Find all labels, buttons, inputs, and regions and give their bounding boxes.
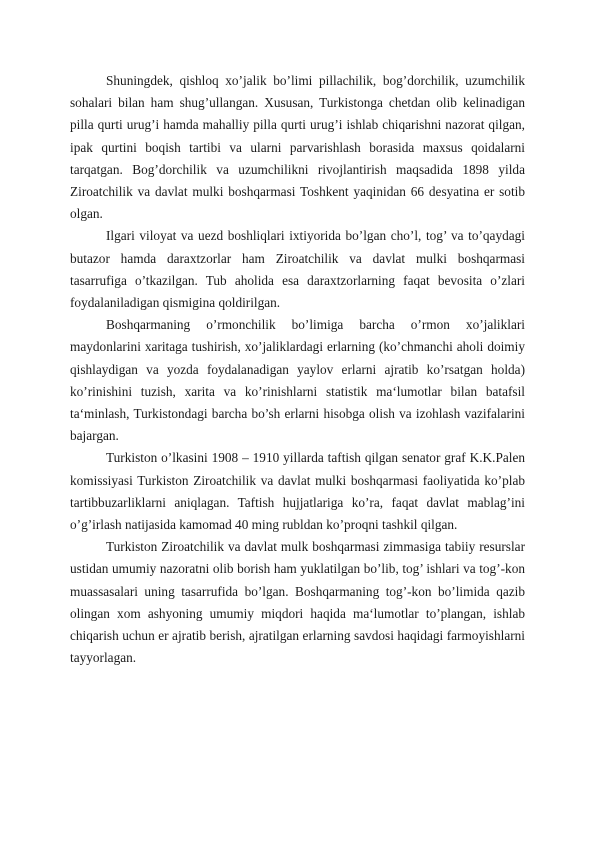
- paragraph-forestry-department: Boshqarmaning o’rmonchilik bo’limiga barcha o’rmon xo’jaliklari maydonlarini xaritaga tushirish, xo’jaliklardagi erlarning (ko’chmanchi aholi doimiy qishlaydigan va yozda foydalanadigan yaylov erlarni ajratib ko’rsatgan holda) ko’rinishini tuzish, xarita va ko’rinishlarni statistik ma‘lumotlar bilan batafsil ta‘minlash, Turkistondagi barcha bo’sh erlarni hisobga olish va izohlash vazifalarini bajargan.: [70, 317, 525, 444]
- paragraph-natural-resources: Turkiston Ziroatchilik va davlat mulk boshqarmasi zimmasiga tabiiy resurslar ustidan umumiy nazoratni olib borish ham yuklatilgan bo’lib, tog’ ishlari va tog’-kon muassasalari uning tasarrufida bo’lgan. Boshqarmaning tog’-kon bo’limida qazib olingan xom ashyoning umumiy miqdori haqida ma‘lumotlar to’plangan, ishlab chiqarish uchun er ajratib berish, ajratilgan erlarning savdosi haqidagi farmoyishlarni tayyorlagan.: [70, 539, 525, 666]
- paragraph-palen-commission: Turkiston o’lkasini 1908 – 1910 yillarda taftish qilgan senator graf K.K.Palen komissiyasi Turkiston Ziroatchilik va davlat mulki boshqarmasi faoliyatida ko’plab tartibbuzarliklarni aniqlagan. Taftish hujjatlariga ko’ra, faqat davlat mablag’ini o’g’irlash natijasida kamomad 40 ming rubldan ko’proqni tashkil qilgan.: [70, 450, 525, 533]
- document-page: [70, 70, 525, 669]
- paragraph-sericulture-horticulture: Shuningdek, qishloq xo’jalik bo’limi pillachilik, bog’dorchilik, uzumchilik sohalari bilan ham shug’ullangan. Xususan, Turkistonga chetdan olib kelinadigan pilla qurti urug’i hamda mahalliy pilla qurti urug’i ishlab chiqarishni nazorat qilgan, ipak qurtini boqish tartibi va ularni parvarishlash borasida maxsus qoidalarni tarqatgan. Bog’dorchilik va uzumchilikni rivojlantirish maqsadida 1898 yilda Ziroatchilik va davlat mulki boshqarmasi Toshkent yaqinidan 66 desyatina er sotib olgan.: [70, 73, 525, 222]
- paragraph-forests-transfer: Ilgari viloyat va uezd boshliqlari ixtiyorida bo’lgan cho’l, tog’ va to’qaydagi butazor hamda daraxtzorlar ham Ziroatchilik va davlat mulki boshqarmasi tasarrufiga o’tkazilgan. Tub aholida esa daraxtzorlarning faqat bevosita o’zlari foydalaniladigan qismigina qoldirilgan.: [70, 228, 525, 311]
